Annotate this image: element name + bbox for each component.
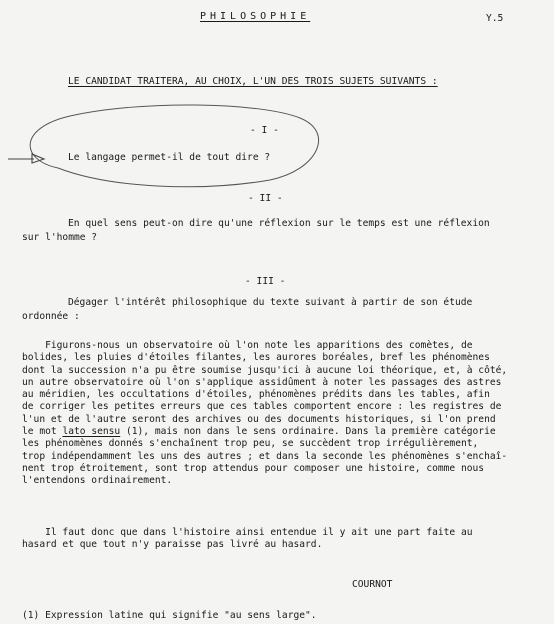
subject-3-line-1: Dégager l'intérêt philosophique du texte suivant à partir de son étude [68,297,473,308]
paragraph-1-start: Figurons-nous un observatoire où l'on note les apparitions des comètes, de bolides, les pluies d'étoiles filantes, les aurores boréales, bref les phénomènes dont la succession n'a pu être soumise jusqu'ici à aucune loi théorique, et, à côté, un autre observatoire où l'on s'applique assidûment à noter les passages des astres au méridien, les occultations d'étoiles, phénomènes prédits dans les tables, afin de corriger les petites erreurs que ces tables comportent encore : les registres de l'un et de l'autre seront des archives ou des documents historiques, si l'on prend le mot [22,340,508,438]
subject-2-line-1: En quel sens peut-on dire qu'une réflexion sur le temps est une réflexion [68,218,490,229]
cournot-paragraph-2: Il faut donc que dans l'histoire ainsi entendue il y ait une part faite au hasard et que tout n'y paraisse pas livré au hasard. [22,527,473,551]
subject-title: PHILOSOPHIE [200,11,311,22]
author-name: COURNOT [352,579,393,590]
paragraph-1-end: (1), mais non dans le sens ordinaire. Dans la première catégorie les phénomènes donnés s'enchaînent trop peu, se succèdent trop irrégulièrement, trop indépendamment les uns des autres ; et dans la seconde les phénomènes s'enchaî- nent trop étroitement, sont trop attendus pour composer une histoire, comme nous l'entendons ordinairement. [22,426,508,487]
subject-1-label: - I - [250,125,279,136]
subject-2-line-2: sur l'homme ? [22,232,98,243]
subject-3-label: - III - [245,276,286,287]
footnote: (1) Expression latine qui signifie "au sens large". [22,610,317,621]
subject-2-label: - II - [248,193,283,204]
cournot-paragraph-1 [22,340,507,488]
instruction-heading: LE CANDIDAT TRAITERA, AU CHOIX, L'UN DES TROIS SUJETS SUIVANTS : [68,76,438,87]
exam-code: Y.5 [486,13,504,24]
subject-1-text: Le langage permet-il de tout dire ? [68,152,271,163]
handwritten-oval-mark [0,0,554,220]
subject-3-line-2: ordonnée : [22,311,80,322]
latin-term: lato sensu [62,426,121,438]
